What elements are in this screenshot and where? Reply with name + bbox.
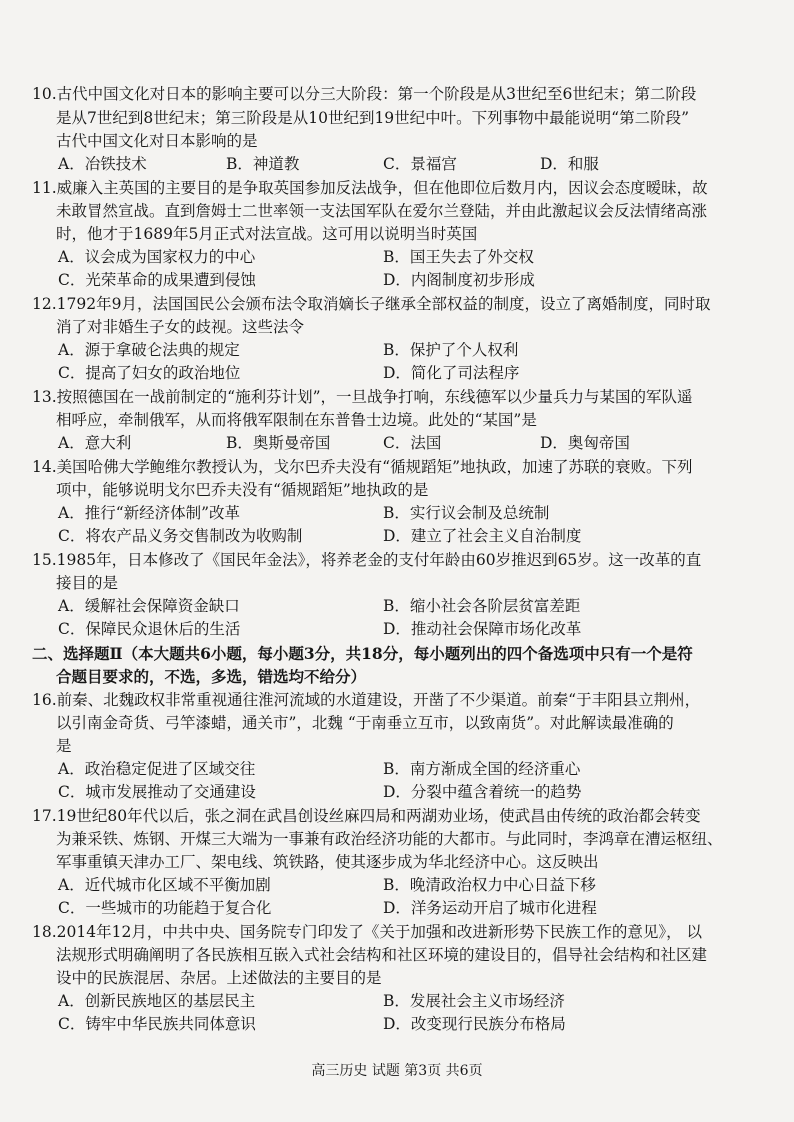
q16-option-c: C．城市发展推动了交通建设 [58, 783, 256, 801]
q16-option-a: A．政治稳定促进了区域交往 [58, 760, 256, 778]
q14-stem-line-2: 项中，能够说明戈尔巴乔夫没有“循规蹈矩”地执政的是 [56, 481, 429, 499]
q14-stem-line-1: 14.美国哈佛大学鲍维尔教授认为，戈尔巴乔夫没有“循规蹈矩”地执政，加速了苏联的衰败。下列 [32, 458, 693, 476]
q11-stem-line-2: 未敢冒然宣战。直到詹姆士二世率领一支法国军队在爱尔兰登陆，并由此激起议会反法情绪高涨 [56, 202, 708, 220]
q17-option-c: C．一些城市的功能趋于复合化 [58, 899, 272, 917]
q18-stem-line-1: 18.2014年12月，中共中央、国务院专门印发了《关于加强和改进新形势下民族工作的意见》， 以 [32, 923, 702, 941]
q18-option-b: B．发展社会主义市场经济 [383, 992, 565, 1010]
q16-stem-line-1: 16.前秦、北魏政权非常重视通往淮河流域的水道建设，开凿了不少渠道。前秦“于丰阳县立荆州， [32, 691, 701, 709]
q10-option-b: B．神道教 [226, 155, 300, 173]
q13-option-d: D．奥匈帝国 [540, 434, 630, 452]
q12-option-b: B．保护了个人权利 [383, 341, 519, 359]
q18-option-d: D．改变现行民族分布格局 [383, 1015, 566, 1033]
q12-option-c: C．提高了妇女的政治地位 [58, 364, 241, 382]
q12-option-d: D．简化了司法程序 [383, 364, 520, 382]
q11-option-b: B．国王失去了外交权 [383, 248, 534, 266]
q15-stem-line-2: 接目的是 [56, 574, 119, 592]
q14-option-d: D．建立了社会主义自治制度 [383, 527, 582, 545]
q18-stem-line-2: 法规形式明确阐明了各民族相互嵌入式社会结构和社区环境的建设目的，倡导社会结构和社区建 [56, 946, 708, 964]
q16-option-b: B．南方渐成全国的经济重心 [383, 760, 581, 778]
q15-option-a: A．缓解社会保障资金缺口 [58, 597, 240, 615]
q17-option-d: D．洋务运动开启了城市化进程 [383, 899, 597, 917]
q17-stem-line-3: 军事重镇天津办工厂、架电线、筑铁路，使其逐步成为华北经济中心。这反映出 [56, 853, 599, 871]
q17-option-b: B．晚清政治权力中心日益下移 [383, 876, 596, 894]
q13-option-b: B．奥斯曼帝国 [226, 434, 331, 452]
q14-option-c: C．将农产品义务交售制改为收购制 [58, 527, 303, 545]
q10-stem-line-1: 10.古代中国文化对日本的影响主要可以分三大阶段：第一个阶段是从3世纪至6世纪末；第二阶段 [32, 85, 697, 103]
q16-stem-line-3: 是 [56, 737, 72, 755]
q18-option-c: C．铸牢中华民族共同体意识 [58, 1015, 256, 1033]
page-footer: 高三历史 试题 第3页 共6页 [311, 1063, 483, 1079]
q12-option-a: A．源于拿破仑法典的规定 [58, 341, 240, 359]
q13-stem-line-1: 13.按照德国在一战前制定的“施利芬计划”，一旦战争打响，东线德军以少量兵力与某国的军队遥 [32, 388, 693, 406]
q18-option-a: A．创新民族地区的基层民主 [58, 992, 256, 1010]
q11-option-c: C．光荣革命的成果遭到侵蚀 [58, 271, 256, 289]
q17-option-a: A．近代城市化区域不平衡加剧 [58, 876, 271, 894]
q10-stem-line-3: 古代中国文化对日本影响的是 [56, 132, 258, 150]
q13-stem-line-2: 相呼应，牵制俄军，从而将俄军限制在东普鲁士边境。此处的“某国”是 [56, 411, 537, 429]
q10-option-a: A．冶铁技术 [58, 155, 147, 173]
q11-option-d: D．内阁制度初步形成 [383, 271, 535, 289]
q10-option-c: C．景福宫 [383, 155, 457, 173]
q15-stem-line-1: 15.1985年，日本修改了《国民年金法》，将养老金的支付年龄由60岁推迟到65岁。这一改革的直 [32, 551, 702, 569]
q13-option-c: C．法国 [383, 434, 442, 452]
q16-stem-line-2: 以引南金奇货、弓竿漆蜡，通关市”，北魏 “于南垂立互市，以致南货”。对此解读最准确的 [56, 714, 674, 732]
q12-stem-line-1: 12.1792年9月，法国国民公会颁布法令取消嫡长子继承全部权益的制度，设立了离婚制度，同时取 [32, 295, 711, 313]
q15-option-b: B．缩小社会各阶层贫富差距 [383, 597, 581, 615]
q15-option-d: D．推动社会保障市场化改革 [383, 620, 582, 638]
q18-stem-line-3: 设中的民族混居、杂居。上述做法的主要目的是 [56, 969, 382, 987]
q10-stem-line-2: 是从7世纪到8世纪末；第三阶段是从10世纪到19世纪中叶。下列事物中最能说明“第二阶段” [56, 109, 690, 127]
q17-stem-line-2: 为兼采铁、炼钢、开煤三大端为一事兼有政治经济功能的大都市。与此同时，李鸿章在漕运枢纽、 [56, 830, 723, 848]
q10-option-d: D．和服 [540, 155, 599, 173]
q14-option-b: B．实行议会制及总统制 [383, 504, 550, 522]
q17-stem-line-1: 17.19世纪80年代以后，张之洞在武昌创设丝麻四局和两湖劝业场，使武昌由传统的政治都会转变 [32, 807, 701, 825]
q15-option-c: C．保障民众退休后的生活 [58, 620, 241, 638]
q11-stem-line-1: 11.威廉入主英国的主要目的是争取英国参加反法战争，但在他即位后数月内，因议会态度暧昧，故 [32, 179, 708, 197]
q14-option-a: A．推行“新经济体制”改革 [58, 504, 241, 522]
q11-stem-line-3: 时，他才于1689年5月正式对法宣战。这可用以说明当时英国 [56, 225, 478, 243]
q16-option-d: D．分裂中蕴含着统一的趋势 [383, 783, 582, 801]
q12-stem-line-2: 消了对非婚生子女的歧视。这些法令 [56, 318, 305, 336]
section-2-heading-line-2: 合题目要求的，不选，多选，错选均不给分） [56, 667, 367, 686]
q13-option-a: A．意大利 [58, 434, 132, 452]
q11-option-a: A．议会成为国家权力的中心 [58, 248, 256, 266]
section-2-heading-line-1: 二、选择题Ⅱ（本大题共6小题，每小题3分，共18分，每小题列出的四个备选项中只有一个是符 [32, 644, 693, 663]
